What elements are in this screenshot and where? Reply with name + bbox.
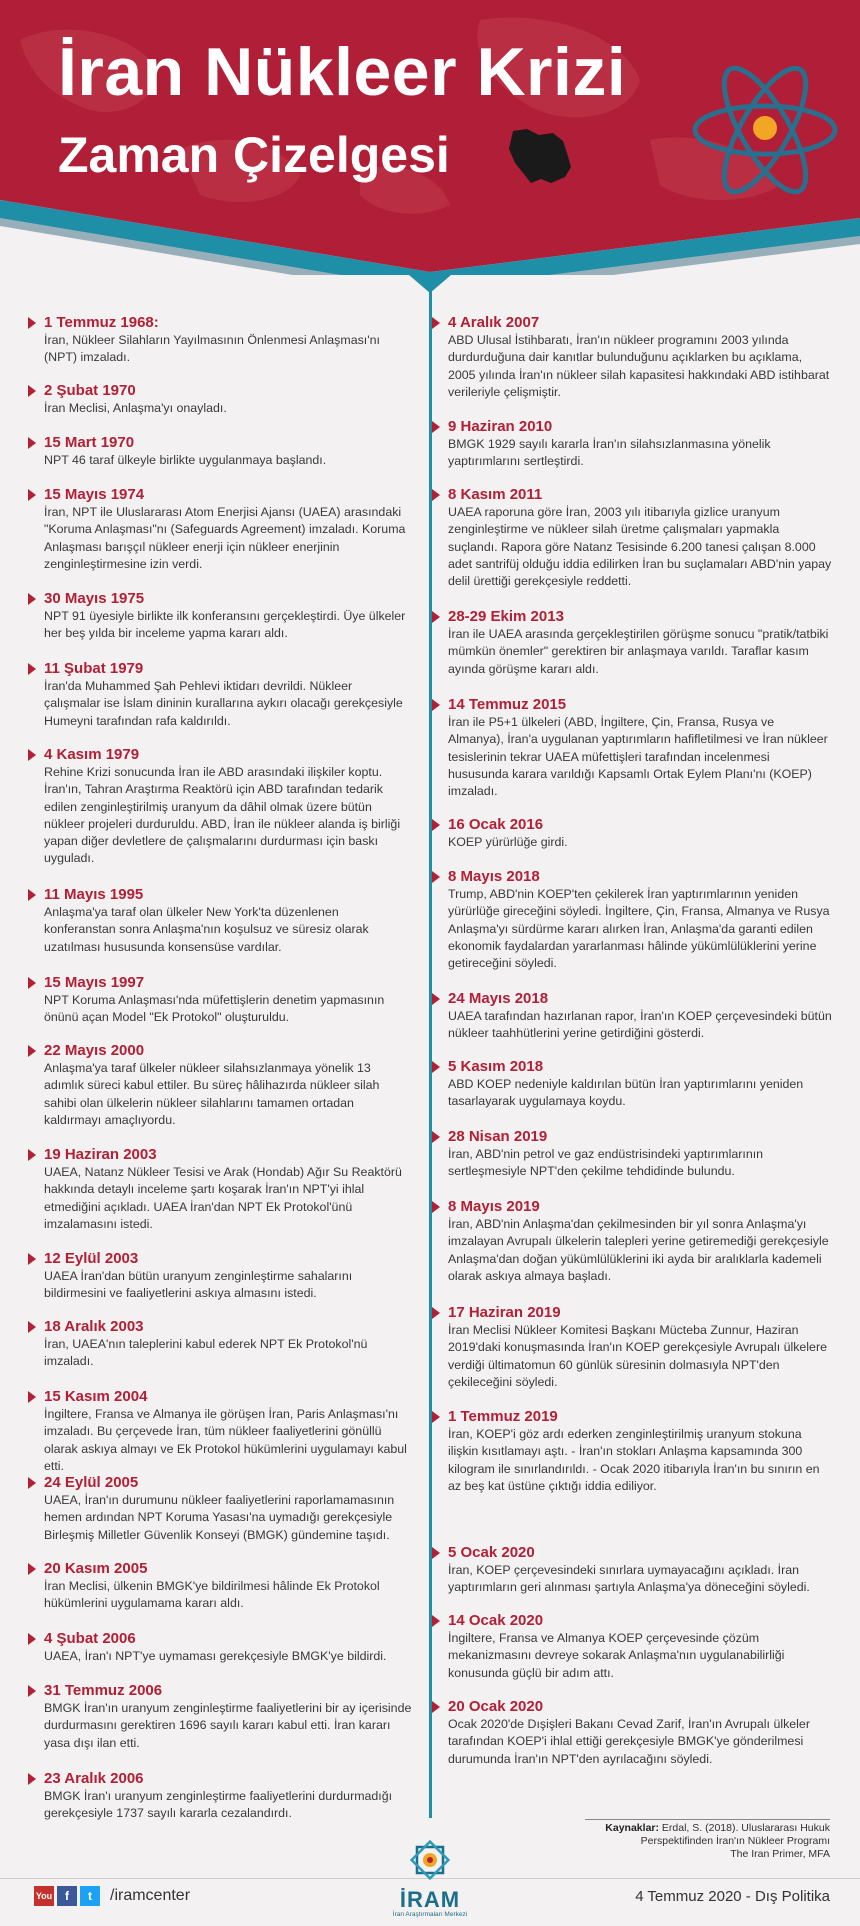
entry-date: 15 Kasım 2004 [28, 1388, 412, 1406]
entry-text: İran Meclisi, Anlaşma'yı onayladı. [44, 401, 227, 415]
timeline-entry [28, 1388, 412, 1475]
entry-date: 17 Haziran 2019 [432, 1304, 832, 1322]
timeline-entry [432, 1058, 832, 1111]
entry-date: 2 Şubat 1970 [28, 382, 412, 400]
twitter-icon[interactable]: t [80, 1886, 100, 1906]
entry-text: Anlaşma'ya taraf olan ülkeler New York'ta düzenlenen konferanstan sonra Anlaşma'nın koşulsuz ve süresiz olarak uzatılması hususunda konsensüse vardılar. [44, 905, 369, 954]
entry-date: 4 Aralık 2007 [432, 314, 832, 332]
timeline-entry [432, 1128, 832, 1181]
entry-date: 15 Mayıs 1997 [28, 974, 412, 992]
entry-date: 18 Aralık 2003 [28, 1318, 412, 1336]
timeline-entry [28, 382, 412, 417]
entry-text: İran ile UAEA arasında gerçekleştirilen görüşme sonucu "pratik/tatbiki mümkün önemler" gerektiren bir anlaşmaya varıldı. Taraflar kasım ayında görüşme kararı aldı. [448, 627, 829, 676]
entry-date: 24 Eylül 2005 [28, 1474, 412, 1492]
entry-text: İran'da Muhammed Şah Pehlevi iktidarı devrildi. Nükleer çalışmalar ise İslam dininin kurallarına aykırı olacağı gerekçesiyle Humeyni tarafından rafa kaldırıldı. [44, 679, 403, 728]
timeline-entry [432, 1612, 832, 1682]
entry-text: Anlaşma'ya taraf ülkeler nükleer silahsızlanmaya yönelik 13 adımlık süreci kabul ettiler. Bu süreç hâlihazırda nükleer silah sahibi olan ülkelerin nükleer silahlarını tamamen ortadan kaldırmayı amaçlıyordu. [44, 1061, 380, 1127]
entry-text: BMGK 1929 sayılı kararla İran'ın silahsızlanmasına yönelik yaptırımlarını sertleştirdi. [448, 437, 771, 469]
sources-divider [585, 1819, 830, 1820]
entry-text: Trump, ABD'nin KOEP'ten çekilerek İran yaptırımlarının yeniden yürürlüğe gireceğini söyledi. İngiltere, Çin, Fransa, Almanya ve Rusya Anlaşma'yı sürdürme kararı alırken İran, Anlaşma'da garanti edilen ekonomik faydalardan yararlanması hâlinde yükümlülüklerini yerine getireceğini söyledi. [448, 887, 830, 971]
atom-icon [690, 55, 840, 205]
entry-text: UAEA, İran'ın durumunu nükleer faaliyetlerini raporlamamasının hemen ardından NPT Koruma Yasası'na uymadığı gerekçesiyle Birleşmiş Milletler Güvenlik Konseyi (BMGK) gündemine taşıdı. [44, 1493, 395, 1542]
entry-text: İran, UAEA'nın taleplerini kabul ederek NPT Ek Protokol'nü imzaladı. [44, 1337, 368, 1369]
timeline-entry [28, 660, 412, 730]
entry-text: BMGK İran'ın uranyum zenginleştirme faaliyetlerini bir ay içerisinde durdurmasını gerektiren 1696 sayılı kararı kabul etti. İran kararı yasa dışı ilan etti. [44, 1701, 412, 1750]
youtube-icon[interactable]: You [34, 1886, 54, 1906]
entry-date: 11 Şubat 1979 [28, 660, 412, 678]
entry-date: 1 Temmuz 1968: [28, 314, 412, 332]
entry-date: 20 Ocak 2020 [432, 1698, 832, 1716]
entry-date: 23 Aralık 2006 [28, 1770, 412, 1788]
entry-date: 14 Temmuz 2015 [432, 696, 832, 714]
entry-date: 15 Mayıs 1974 [28, 486, 412, 504]
timeline-entry [432, 1408, 832, 1495]
entry-text: İran ile P5+1 ülkeleri (ABD, İngiltere, Çin, Fransa, Rusya ve Almanya), İran'a uygulanan yaptırımların hafifletilmesi ve İran nükleer tesislerinin tekrar UAEA müfettişleri tarafından incelenmesi hususunda karara varıldığı Kapsamlı Ortak Eylem Planı'nı (KOEP) imzaladı. [448, 715, 828, 799]
logo-name: İRAM [399, 1887, 461, 1912]
timeline-entry [28, 974, 412, 1027]
entry-date: 31 Temmuz 2006 [28, 1682, 412, 1700]
entry-text: İngiltere, Fransa ve Almanya KOEP çerçevesinde çözüm mekanizmasını devreye sokarak Anlaşma'nın uygulanabilirliği konusunda güçlü bir adım attı. [448, 1631, 785, 1680]
entry-text: Rehine Krizi sonucunda İran ile ABD arasındaki ilişkiler koptu. İran'ın, Tahran Araştırma Reaktörü için ABD tarafından tedarik edilen zenginleştirilmiş uranyum da dâhil olmak üzere bütün nükleer projeleri durduruldu. ABD, İran ile nükleer alanda iş birliği yapan diğer devletlere de çalışmalarını durdurması için baskı uyguladı. [44, 765, 401, 866]
entry-date: 1 Temmuz 2019 [432, 1408, 832, 1426]
entry-date: 4 Kasım 1979 [28, 746, 412, 764]
timeline-entry [28, 1318, 412, 1371]
entry-date: 24 Mayıs 2018 [432, 990, 832, 1008]
entry-text: İran, KOEP çerçevesindeki sınırlara uymayacağını açıkladı. İran yaptırımların geri alınması şartıyla Anlaşma'ya döneceğini söyledi. [448, 1563, 810, 1595]
timeline-entry [28, 1042, 412, 1129]
sources-line-2: Perspektifinden İran'ın Nükleer Programı [640, 1835, 830, 1847]
timeline-entry [432, 816, 832, 851]
timeline-entry [28, 1682, 412, 1752]
entry-text: NPT Koruma Anlaşması'nda müfettişlerin denetim yapmasının önünü açan Model "Ek Protokol" oluşturuldu. [44, 993, 385, 1025]
entry-date: 12 Eylül 2003 [28, 1250, 412, 1268]
entry-date: 9 Haziran 2010 [432, 418, 832, 436]
timeline-entry [432, 1698, 832, 1768]
timeline-entry [28, 1146, 412, 1233]
timeline-entry [432, 990, 832, 1043]
iran-map-icon [505, 127, 575, 189]
sources-block [560, 1822, 830, 1861]
entry-date: 28 Nisan 2019 [432, 1128, 832, 1146]
entry-text: UAEA, Natanz Nükleer Tesisi ve Arak (Hondab) Ağır Su Reaktörü hakkında detaylı inceleme şartı koşarak İran'ın NPT'yi ihlal etmediğini açıkladı. UAEA İran'dan NPT Ek Protokol'ünü imzalamasını istedi. [44, 1165, 402, 1231]
timeline-entry [28, 746, 412, 868]
entry-date: 14 Ocak 2020 [432, 1612, 832, 1630]
timeline-entry [432, 1304, 832, 1391]
entry-text: İran Meclisi, ülkenin BMGK'ye bildirilmesi hâlinde Ek Protokol hükümlerini uygulamama kararı aldı. [44, 1579, 380, 1611]
entry-text: UAEA, İran'ı NPT'ye uymaması gerekçesiyle BMGK'ye bildirdi. [44, 1649, 387, 1663]
entry-text: NPT 46 taraf ülkeyle birlikte uygulanmaya başlandı. [44, 453, 327, 467]
entry-date: 11 Mayıs 1995 [28, 886, 412, 904]
entry-text: ABD Ulusal İstihbaratı, İran'ın nükleer programını 2003 yılında durdurduğuna dair kanıtlar bulunduğunu açıklarken bu açıklama, 2005 yılında İran'ın nükleer silah kapasitesi hakkındaki ABD istihbarat verileriyle çelişmiştir. [448, 333, 830, 399]
sources-line-1: Erdal, S. (2018). Uluslararası Hukuk [661, 1822, 830, 1834]
entry-date: 8 Mayıs 2019 [432, 1198, 832, 1216]
timeline-entry [432, 608, 832, 678]
logo-subtitle: İran Araştırmaları Merkezi [392, 1911, 468, 1918]
chevron-down-icon [409, 275, 451, 297]
sources-label: Kaynaklar: [605, 1822, 659, 1834]
entry-date: 16 Ocak 2016 [432, 816, 832, 834]
entry-date: 5 Kasım 2018 [432, 1058, 832, 1076]
timeline-entry [28, 1250, 412, 1303]
entry-text: NPT 91 üyesiyle birlikte ilk konferansını gerçekleştirdi. Üye ülkeler her beş yılda bir inceleme yapma kararı aldı. [44, 609, 406, 641]
social-handle[interactable]: /iramcenter [110, 1887, 191, 1904]
entry-text: BMGK İran'ı uranyum zenginleştirme faaliyetlerini durdurmadığı gerekçesiyle 1737 sayılı kararla cezalandırdı. [44, 1789, 393, 1821]
timeline-entry [432, 1544, 832, 1597]
entry-date: 8 Mayıs 2018 [432, 868, 832, 886]
entry-date: 30 Mayıs 1975 [28, 590, 412, 608]
iram-logo [378, 1838, 482, 1918]
timeline-entry [432, 1198, 832, 1285]
entry-date: 4 Şubat 2006 [28, 1630, 412, 1648]
entry-date: 20 Kasım 2005 [28, 1560, 412, 1578]
timeline-entry [28, 486, 412, 573]
timeline-entry [28, 886, 412, 956]
timeline-entry [432, 486, 832, 590]
entry-text: UAEA İran'dan bütün uranyum zenginleştirme sahalarını bildirmesini ve faaliyetlerini askıya almasını istedi. [44, 1269, 353, 1301]
entry-text: İran Meclisi Nükleer Komitesi Başkanı Mücteba Zunnur, Haziran 2019'daki konuşmasında İran'ın KOEP gerekçesiyle Avrupalı ülkelere verdiği ültimatomun 60 günlük süresinin dolmasıyla NPT'den çekileceğini söyledi. [448, 1323, 827, 1389]
entry-text: İran, ABD'nin Anlaşma'dan çekilmesinden bir yıl sonra Anlaşma'yı imzalayan Avrupalı ülkelerin talepleri yerine getiremediği gerekçesiyle Anlaşma'dan doğan yükümlülüklerini iki ayda bir aralıklarla kademeli olarak askıya almaya başladı. [448, 1217, 829, 1283]
timeline-entry [28, 1630, 412, 1665]
page-subtitle: Zaman Çizelgesi [58, 127, 450, 183]
entry-date: 15 Mart 1970 [28, 434, 412, 452]
timeline-entry [432, 418, 832, 471]
entry-text: Ocak 2020'de Dışişleri Bakanı Cevad Zarif, İran'ın Avrupalı ülkeler tarafından KOEP'i ihlal ettiği gerekçesiyle BMGK'ye gönderilmesi durumunda İran'ın NPT'den ayrılacağını söyledi. [448, 1717, 810, 1766]
publication-dateline: 4 Temmuz 2020 - Dış Politika [635, 1888, 830, 1905]
entry-text: İran, Nükleer Silahların Yayılmasının Önlenmesi Anlaşması'nı (NPT) imzaladı. [44, 333, 380, 365]
entry-date: 19 Haziran 2003 [28, 1146, 412, 1164]
timeline-entry [28, 1560, 412, 1613]
entry-text: UAEA tarafından hazırlanan rapor, İran'ın KOEP çerçevesindeki bütün nükleer taahhütlerini yerine getirdiğini gösterdi. [448, 1009, 832, 1041]
entry-date: 28-29 Ekim 2013 [432, 608, 832, 626]
sources-line-3: The Iran Primer, MFA [730, 1848, 830, 1860]
entry-text: UAEA raporuna göre İran, 2003 yılı itibarıyla gizlice uranyum zenginleştirme ve nükleer silah üretme çalışmaları yapmakla suçlandı. Rapora göre Natanz Tesisinde 6.200 tanesi çalışan 8.000 adet santrifüj olduğu iddia edilirken İran bu suçlamaları ABD'nin yapay delil ürettiği gerekçesiyle reddetti. [448, 505, 832, 589]
entry-date: 22 Mayıs 2000 [28, 1042, 412, 1060]
entry-date: 5 Ocak 2020 [432, 1544, 832, 1562]
timeline-entry [28, 1474, 412, 1544]
timeline-entry [432, 696, 832, 800]
social-links [34, 1886, 100, 1906]
timeline-entry [28, 590, 412, 643]
entry-text: KOEP yürürlüğe girdi. [448, 835, 568, 849]
entry-text: İran, NPT ile Uluslararası Atom Enerjisi Ajansı (UAEA) arasındaki "Koruma Anlaşması"nı (Safeguards Agreement) imzaladı. Koruma Anlaşması barışçıl nükleer enerji için nükleer enerjinin zenginleştirmesine izin verdi. [44, 505, 406, 571]
facebook-icon[interactable]: f [57, 1886, 77, 1906]
iram-emblem-icon [408, 1838, 452, 1882]
entry-text: İran, KOEP'i göz ardı ederken zenginleştirilmiş uranyum stokuna ilişkin kısıtlamayı aştı. - İran'ın stokları Anlaşma kapsamında 300 kilogram ile sınırlandırıldı. - Ocak 2020 itibarıyla İran'ın bu sınırın en az beş kat üstüne çıktığı iddia ediliyor. [448, 1427, 820, 1493]
header-banner [0, 0, 860, 275]
entry-text: İngiltere, Fransa ve Almanya ile görüşen İran, Paris Anlaşması'nı imzaladı. Bu çerçevede İran, tüm nükleer faaliyetlerini gönüllü olarak askıya almayı ve Ek Protokol hükümlerini uygulamayı kabul etti. [44, 1407, 407, 1473]
timeline-entry [28, 314, 412, 367]
timeline-entry [432, 314, 832, 401]
entry-text: ABD KOEP nedeniyle kaldırılan bütün İran yaptırımlarını yeniden tasarlayarak uygulamaya koydu. [448, 1077, 804, 1109]
timeline-entry [28, 1770, 412, 1823]
page-title: İran Nükleer Krizi [58, 34, 627, 110]
timeline-entry [432, 868, 832, 972]
entry-text: İran, ABD'nin petrol ve gaz endüstrisindeki yaptırımlarının sertleşmesiyle NPT'den çekilme tehdidinde bulundu. [448, 1147, 764, 1179]
entry-date: 8 Kasım 2011 [432, 486, 832, 504]
timeline-entry [28, 434, 412, 469]
